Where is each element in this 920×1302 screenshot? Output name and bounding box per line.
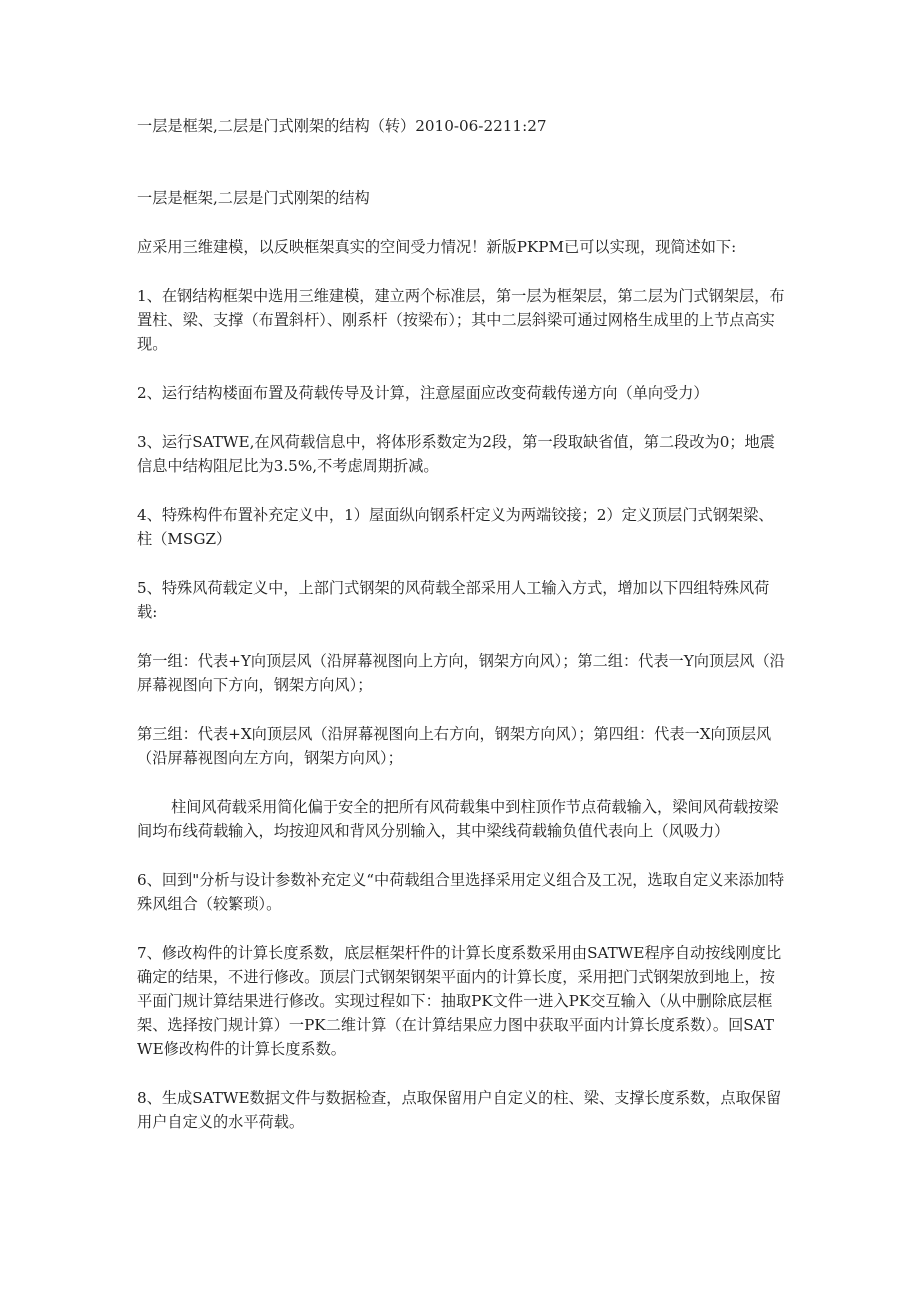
paragraph-group-1-2: 第一组：代表+Y向顶层风（沿屏幕视图向上方向，钢架方向风）；第二组：代表一Y向顶层风（沿屏幕视图向下方向，钢架方向风）；: [137, 652, 785, 694]
document-page: [137, 114, 787, 1134]
paragraph-step-6: 6、回到"分析与设计参数补充定义“中荷载组合里选择采用定义组合及工况，选取自定义来添加特殊风组合（较繁琐）。: [137, 871, 785, 913]
paragraph-column-wind: 柱间风荷载采用简化偏于安全的把所有风荷载集中到柱顶作节点荷载输入，梁间风荷载按梁间均布线荷载输入，均按迎风和背风分别输入，其中梁线荷载输负值代表向上（风吸力）: [137, 798, 779, 840]
paragraph-group-3-4: 第三组：代表+X向顶层风（沿屏幕视图向上右方向，钢架方向风）；第四组：代表一X向顶层风（沿屏幕视图向左方向，钢架方向风）；: [137, 725, 772, 767]
paragraph-step-1: 1、在钢结构框架中选用三维建模，建立两个标准层，第一层为框架层，第二层为门式钢架层，布置柱、梁、支撑（布置斜杆）、刚系杆（按梁布）；其中二层斜梁可通过网格生成里的上节点高实现。: [137, 287, 785, 353]
paragraph-step-4: 4、特殊构件布置补充定义中，1）屋面纵向钢系杆定义为两端铰接；2）定义顶层门式钢架梁、柱（MSGZ）: [137, 506, 774, 548]
paragraph-step-5: 5、特殊风荷载定义中，上部门式钢架的风荷载全部采用人工输入方式，增加以下四组特殊风荷载:: [137, 579, 770, 621]
document-title: 一层是框架,二层是门式刚架的结构: [137, 189, 370, 207]
paragraph-step-3: 3、运行SATWE,在风荷载信息中，将体形系数定为2段，第一段取缺省值，第二段改为0；地震信息中结构阻尼比为3.5%,不考虑周期折减。: [137, 433, 775, 475]
header-line: 一层是框架,二层是门式刚架的结构（转）2010-06-2211:27: [137, 117, 547, 135]
paragraph-step-7: 7、修改构件的计算长度系数，底层框架杆件的计算长度系数采用由SATWE程序自动按线刚度比确定的结果，不进行修改。顶层门式钢架钢架平面内的计算长度，采用把门式钢架放到地上，按平面门规计算结果进行修改。实现过程如下：抽取PK文件一进入PK交互输入（从中删除底层框架、选择按门规计算）一PK二维计算（在计算结果应力图中获取平面内计算长度系数）。回SATWE修改构件的计算长度系数。: [137, 944, 782, 1058]
paragraph-step-8: 8、生成SATWE数据文件与数据检查，点取保留用户自定义的柱、梁、支撑长度系数，点取保留用户自定义的水平荷载。: [137, 1089, 782, 1131]
paragraph-intro: 应采用三维建模，以反映框架真实的空间受力情况！新版PKPM已可以实现，现简述如下:: [137, 238, 737, 256]
paragraph-step-2: 2、运行结构楼面布置及荷载传导及计算，注意屋面应改变荷载传递方向（单向受力）: [137, 384, 709, 402]
